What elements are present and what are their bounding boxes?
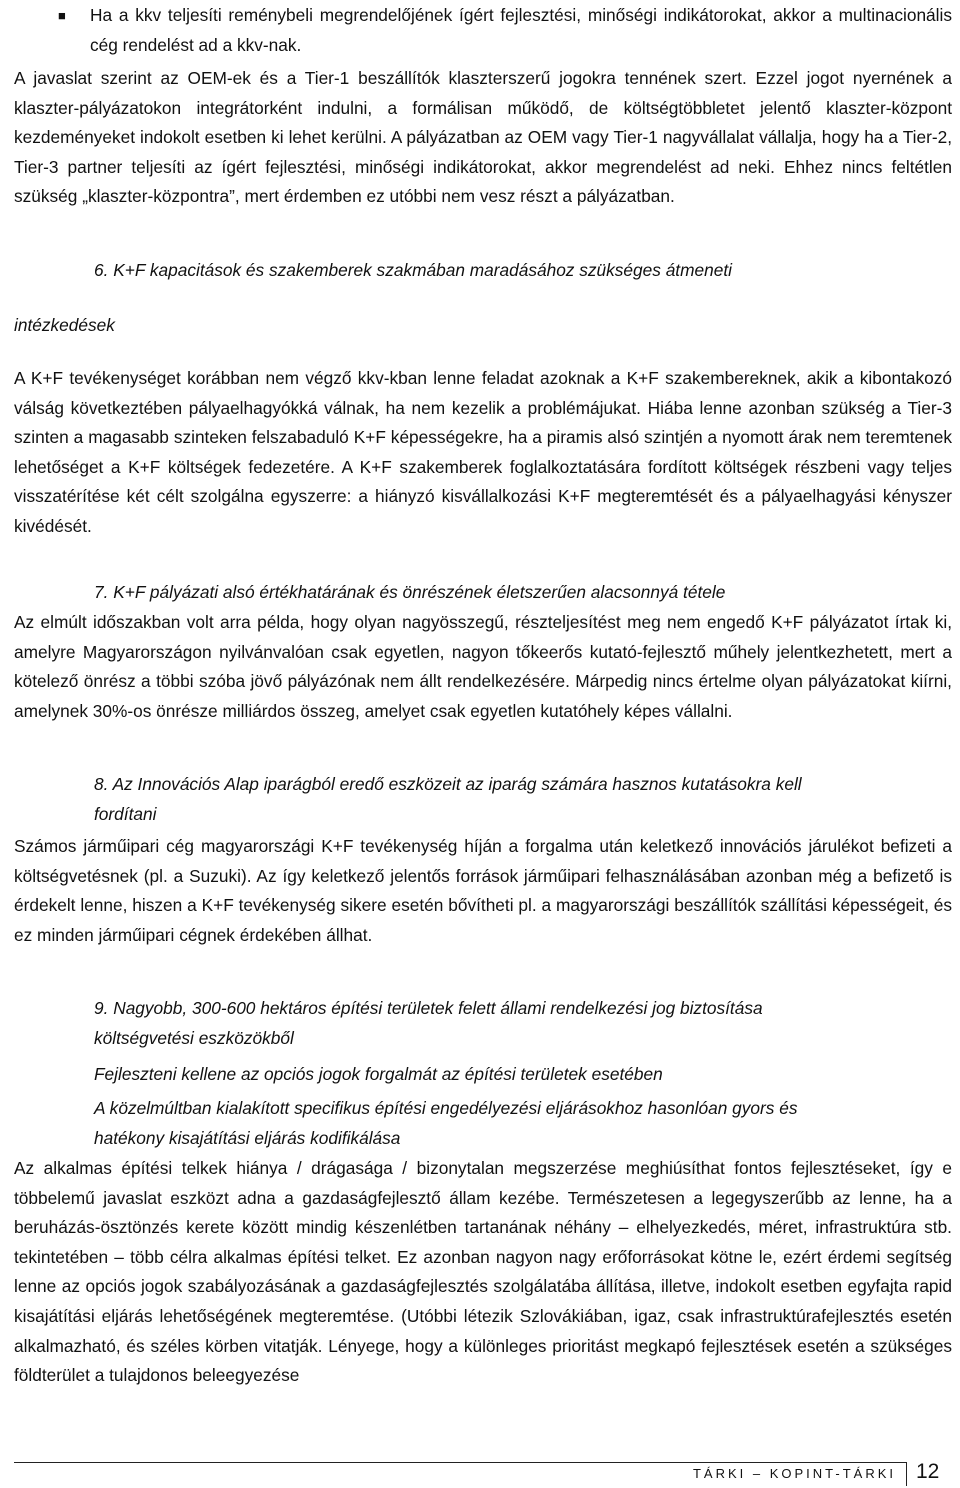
paragraph-oem-tier1: A javaslat szerint az OEM-ek és a Tier-1 beszállítók klaszterszerű jogokra tennének szert. Ezzel jogot nyernének a klaszter-pályázatokon integrátorként indulni, a formálisan működő, de költségtöbbletet jelentő klaszter-központ kezdeményeket indokolt esetben ki lehet kerülni. A pályázatban az OEM vagy Tier-1 nagyvállalat vállalja, hogy ha a Tier-2, Tier-3 partner teljesíti az ígért fejlesztési, minőségi indikátorokat, akkor megrendelést ad neki. Ehhez nincs feltétlen szükség „klaszter-központra”, mert érdemben ez utóbbi nem vesz részt a pályázatban.	[14, 68, 952, 207]
bullet-text: Ha a kkv teljesíti reménybeli megrendelőjének ígért fejlesztési, minőségi indikátorokat, akkor a multinacionális cég rendelést ad a kkv-nak.	[90, 5, 952, 55]
heading-6: 6. K+F kapacitások és szakemberek szakmában maradásához szükséges átmeneti	[94, 260, 732, 280]
paragraph-kf-specialists: A K+F tevékenységet korábban nem végző kkv-kban lenne feladat azoknak a K+F szakembereknek, akik a kibontakozó válság következtében pályaelhagyókká válnak, ha nem kezelik a problémájukat. Hiába lenne azonban szükség a Tier-3 szinten a magasabb szinteken felszabaduló K+F képességekre, ha a piramis alsó szintjén a nyomott árak nem teremtenek lehetőséget a K+F költségek fedezetére. A K+F szakemberek foglalkoztatására fordított költségek részbeni vagy teljes visszatérítése két célt szolgálna egyszerre: a hiányzó kisvállalkozási K+F megteremtését és a pályaelhagyási kényszer kivédését.	[14, 368, 952, 536]
heading-8: 8. Az Innovációs Alap iparágból eredő eszközeit az iparág számára hasznos kutatásokra kell	[94, 774, 802, 794]
paragraph-building-sites: Az alkalmas építési telkek hiánya / drágasága / bizonytalan megszerzése meghiúsíthat fontos fejlesztéseket, így e többelemű javaslat eszközt adna a gazdaságfejlesztő állam kezébe. Természetesen a legegyszerűbb az lenne, ha a beruházás-ösztönzés kerete között mindig készenlétben tartanának néhány – elhelyezkedés, méret, infrastruktúra stb. tekintetében – több célra alkalmas építési telket. Ez azonban nagyon nagy erőforrásokat kötne le, ezért érdemi segítség lenne az opciós jogok szabályozásának a gazdaságfejlesztés szolgálatába állítása, illetve, indokolt esetben egyfajta rapid kisajátítási eljárás lehetőségének megteremtése. (Utóbbi létezik Szlovákiában, igaz, csak infrastruktúrafejlesztés esetén alkalmazható, és széles körben vitatják. Lényege, hogy a különleges prioritást megkapó fejlesztések esetén a szükséges földterület a tulajdonos beleegyezése	[14, 1158, 952, 1386]
paragraph-kf-tender: Az elmúlt időszakban volt arra példa, hogy olyan nagyösszegű, részteljesítést meg nem engedő K+F pályázatot írtak ki, amelyre Magyarországon nyilvánvalóan csak egyetlen, nagyon tőkeerős kutató-fejlesztő műhely jelentkezhetett, mert a kötelező önrész a többi szóba jövő pályázónak nem állt rendelkezésére. Márpedig nincs értelme olyan pályázatokat kiírni, amelynek 30%-os önrésze milliárdos összeg, amelyet csak egyetlen kutatóhely képes vállalni.	[14, 612, 952, 721]
paragraph-innovation-fund: Számos járműipari cég magyarországi K+F tevékenység híján a forgalma után keletkező innovációs járulékot befizeti a költségvetésnek (pl. a Suzuki). Az így keletkező jelentős források járműipari felhasználásában azonban még a befizető is érdekelt lenne, hiszen a K+F tevékenység sikere esetén bővítheti pl. a magyarországi beszállítók szállítási képességeit, és ez minden járműipari cégnek érdekében állhat.	[14, 836, 952, 945]
heading-9-sub-2: A közelmúltban kialakított specifikus építési engedélyezési eljárásokhoz hasonlóan gyors és	[94, 1098, 798, 1118]
page-number: 12	[916, 1460, 940, 1483]
heading-7: 7. K+F pályázati alsó értékhatárának és önrészének életszerűen alacsonnyá tétele	[94, 582, 726, 602]
heading-6-continuation: intézkedések	[14, 315, 115, 335]
heading-9-sub-2-continuation: hatékony kisajátítási eljárás kodifikálása	[94, 1128, 401, 1148]
heading-9-sub-1: Fejleszteni kellene az opciós jogok forgalmát az építési területek esetében	[94, 1064, 663, 1084]
footer-vertical-divider	[906, 1462, 907, 1486]
footer-divider	[14, 1462, 906, 1463]
heading-8-continuation: fordítani	[94, 804, 157, 824]
footer-publisher: TÁRKI – KOPINT-TÁRKI	[692, 1466, 896, 1481]
heading-9-continuation: költségvetési eszközökből	[94, 1028, 294, 1048]
heading-9: 9. Nagyobb, 300-600 hektáros építési területek felett állami rendelkezési jog biztosítása	[94, 998, 763, 1018]
square-bullet-icon: ■	[58, 8, 66, 23]
